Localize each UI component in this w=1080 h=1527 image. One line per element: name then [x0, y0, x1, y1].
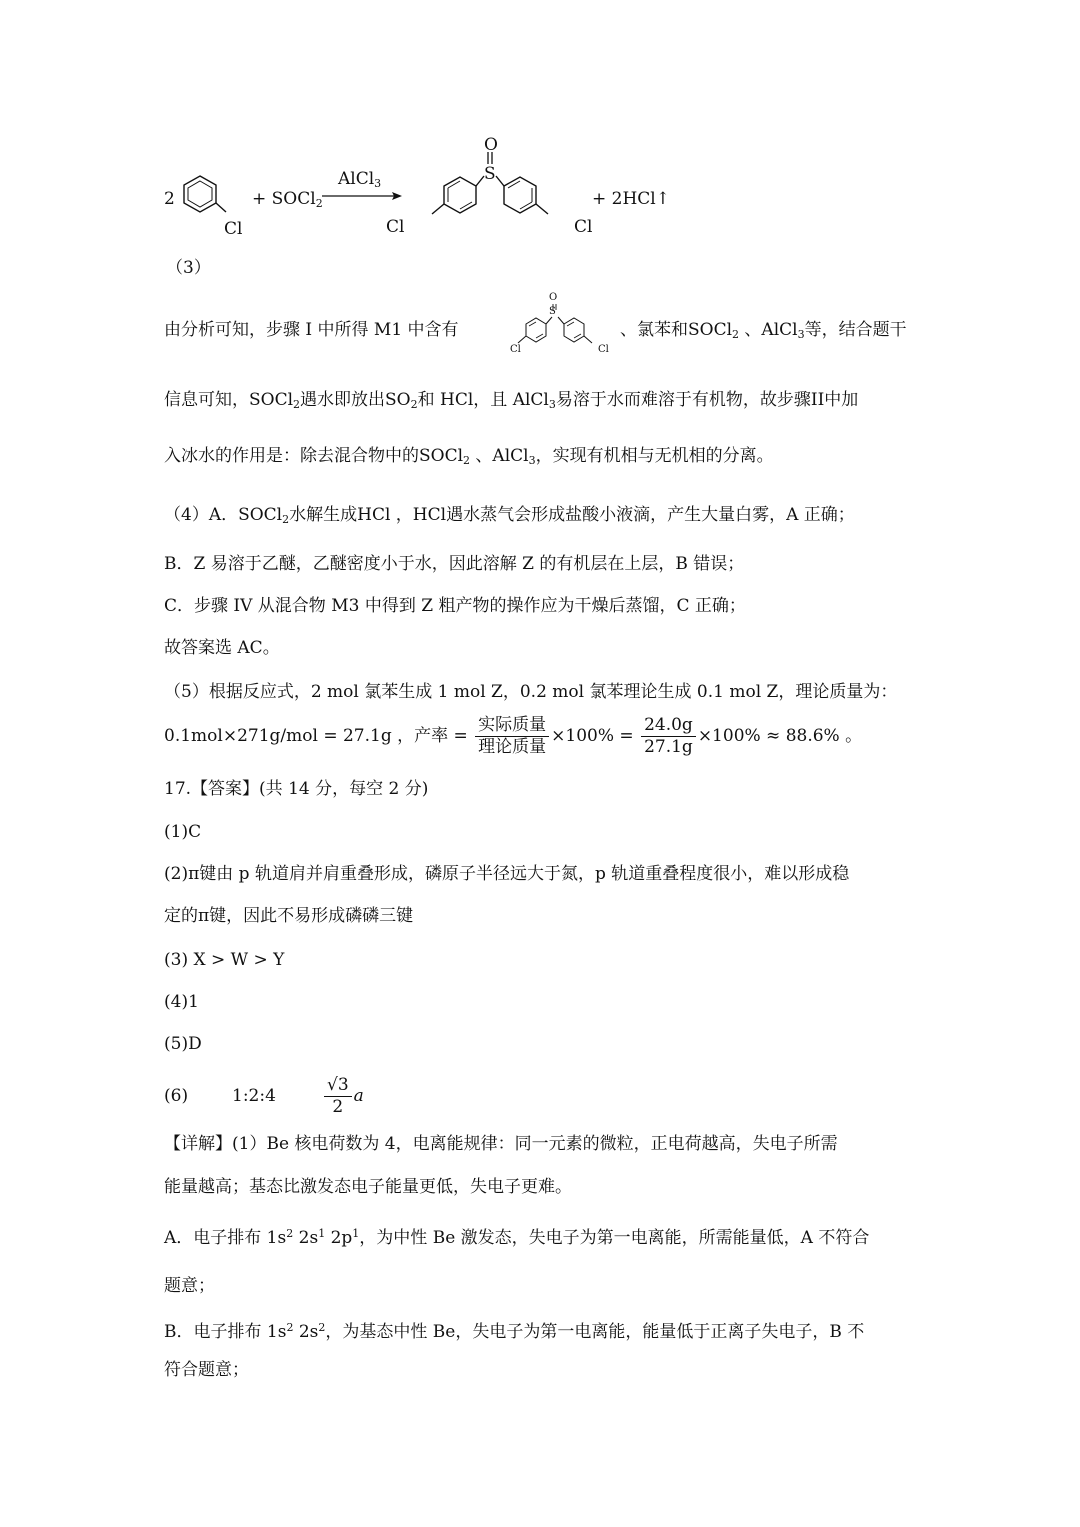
q5-line-1: （5）根据反应式，2 mol 氯苯生成 1 mol Z，0.2 mol 氯苯理论生成 0.1 mol Z，理论质量为： [164, 682, 898, 702]
q4-line-1: （4）A．SOCl$_2$水解生成HCl ，HCl遇水蒸气会形成盐酸小液滴，产生大量白雾，A 正确； [164, 505, 855, 526]
q17-header: 17.【答案】(共 14 分，每空 2 分) [164, 779, 429, 799]
q3-mol-sulfur: S [549, 306, 556, 317]
q17-answer-6-label: (6) [164, 1086, 189, 1106]
q17-sqrt3-over-2: $\frac{√3}{2}$ [324, 1075, 352, 1118]
product-cl-left-label: Cl [386, 217, 405, 237]
q17-answer-3: (3) X > W > Y [164, 950, 285, 970]
product-sulfur-label: S [484, 164, 496, 184]
reaction-coefficient: 2 [164, 189, 175, 209]
q4-line-4: 故答案选 AC。 [164, 638, 280, 658]
q17-answer-2-line-1: (2)π键由 p 轨道肩并肩重叠形成，磷原子半径远大于氮，p 轨道重叠程度很小，难以形成稳 [164, 864, 850, 884]
q3-line-1: 由分析可知，步骤 I 中所得 M1 中含有 [164, 320, 459, 340]
detail-line-2: 能量越高；基态比激发态电子能量更低，失电子更难。 [164, 1177, 572, 1197]
q3-mol-cl-right: Cl [598, 344, 609, 355]
catalyst-label: AlCl$_3$ [338, 169, 382, 190]
q3-line-2: 信息可知，SOCl$_2$遇水即放出$SO_2$和 HCl，且 AlCl$_3$易溶于水而难溶于有机物，故步骤II中加 [164, 390, 859, 411]
q3-label: （3） [166, 258, 211, 278]
q4-line-3: C．步骤 IV 从混合物 M3 中得到 Z 粗产物的操作应为干燥后蒸馏，C 正确； [164, 596, 746, 616]
detail-option-b: B．电子排布 $1s^2$ $2s^2$，为基态中性 Be，失电子为第一电离能，能量低于正离子失电子，B 不 [164, 1321, 865, 1342]
reaction-arrow [322, 190, 404, 202]
q5-fraction-yield: $\frac{\text{实际质量}}{\text{理论质量}}$ [475, 715, 549, 758]
product-oxygen-label: O [484, 135, 498, 155]
q17-answer-4: (4)1 [164, 992, 199, 1012]
q3-line-3: 入冰水的作用是：除去混合物中的SOCl$_2$ 、AlCl$_3$，实现有机相与无机相的分离。 [164, 446, 774, 467]
q17-answer-1: (1)C [164, 822, 202, 842]
q17-answer-6-ratio: 1:2:4 [232, 1086, 276, 1106]
socl2-reagent: + SOCl$_2$ [252, 189, 323, 210]
q17-answer-2-line-2: 定的π键，因此不易形成磷磷三键 [164, 906, 414, 926]
q5-fraction-values: $\frac{24.0g}{27.1g}$ [641, 715, 696, 758]
product-cl-right-label: Cl [574, 217, 593, 237]
reactant-cl-label: Cl [224, 219, 243, 239]
q17-answer-6-expression: $\frac{√3}{2}$ a [322, 1066, 364, 1126]
detail-line-1: 【详解】(1）Be 核电荷数为 4，电离能规律：同一元素的微粒，正电荷越高，失电子所需 [164, 1134, 838, 1154]
q17-answer-5: (5)D [164, 1034, 202, 1054]
q3-mol-cl-left: Cl [510, 344, 521, 355]
detail-option-a-line-2: 题意； [164, 1276, 215, 1296]
q5-calculation: 0.1mol×271g/mol = 27.1g ，产率 = $\frac{\text{实际质量}}{\text{理论质量}}$ ×100% = $\frac{24.0g}{27.1g}$ ×100% ≈ 88.6% 。 [164, 715, 863, 757]
detail-option-a: A．电子排布 $1s^2$ $2s^1$ $2p^1$，为中性 Be 激发态，失电子为第一电离能，所需能量低，A 不符合 [164, 1227, 870, 1248]
detail-option-b-line-2: 符合题意； [164, 1360, 249, 1380]
hcl-byproduct: + 2HCl↑ [592, 189, 670, 209]
q3-mol-oxygen: O [549, 292, 558, 303]
q4-line-2: B．Z 易溶于乙醚，乙醚密度小于水，因此溶解 Z 的有机层在上层，B 错误； [164, 554, 745, 574]
q3-line-1-tail: 、氯苯和SOCl$_2$ 、AlCl$_3$等，结合题干 [620, 320, 907, 341]
